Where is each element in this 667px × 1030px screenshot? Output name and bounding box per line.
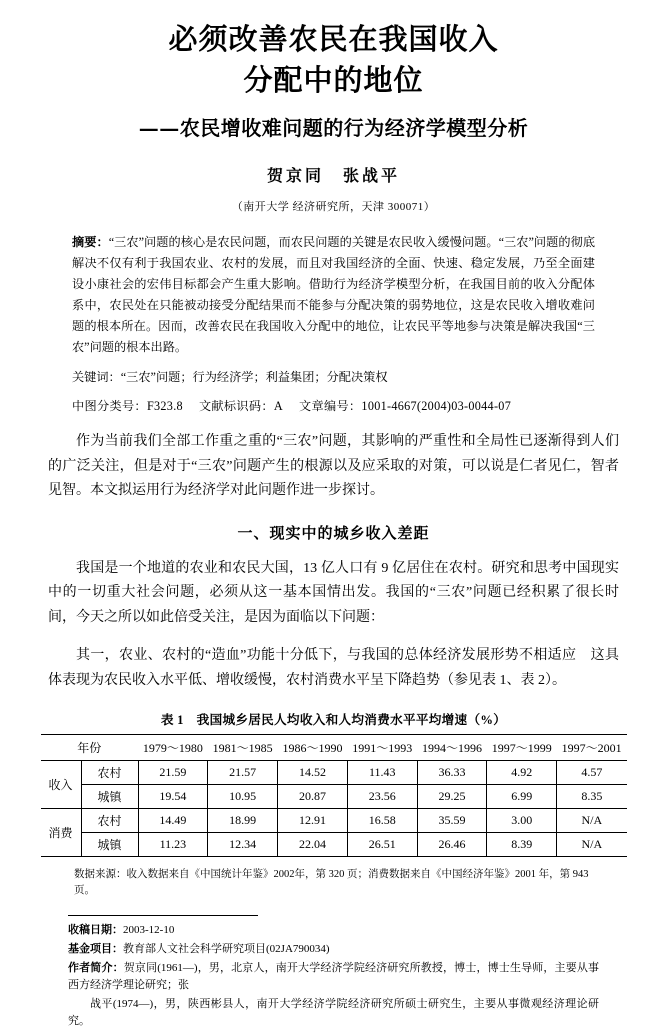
author-affiliation: （南开大学 经济研究所，天津 300071） — [231, 201, 436, 214]
table-row — [41, 809, 627, 833]
fund-value: 教育部人文社会科学研究项目(02JA790034) — [123, 942, 330, 955]
data-table — [41, 734, 627, 857]
row-sub-label: 农村 — [81, 761, 138, 785]
cell: 3.00 — [487, 809, 557, 833]
received-value: 2003-12-10 — [123, 923, 175, 936]
cell: 19.54 — [138, 785, 208, 809]
keywords-block — [72, 368, 595, 388]
article-id-label: 文章编号： — [298, 398, 362, 413]
cell: 6.99 — [487, 785, 557, 809]
cell: 10.95 — [208, 785, 278, 809]
fund-line — [68, 941, 599, 958]
cell: 26.46 — [417, 833, 487, 857]
cell: 18.99 — [208, 809, 278, 833]
cell: 4.57 — [557, 761, 627, 785]
table-header — [41, 735, 627, 761]
cell: N/A — [557, 809, 627, 833]
page-title — [34, 20, 633, 100]
cell: 36.33 — [417, 761, 487, 785]
table-body — [41, 761, 627, 857]
title-line-2: 分配中的地位 — [243, 63, 424, 98]
body-paragraph-2: 我国是一个地道的农业和农民大国，13 亿人口有 9 亿居住在农村。研究和思考中国现实中的一切重大社会问题，必须从这一基本国情出发。我国的“三农”问题已经积累了很长时间，今天之所以如此倍受关注，是因为面临以下问题： — [48, 560, 619, 625]
cell: 20.87 — [278, 785, 348, 809]
article-id-value: 1001-4667(2004)03-0044-07 — [361, 398, 512, 413]
cell: 21.59 — [138, 761, 208, 785]
footnote-divider — [68, 915, 258, 916]
bio-value: 贺京同(1961—)，男，北京人，南开大学经济学院经济研究所教授，博士，博士生导师，主要从事西方经济学理论研究；张 — [68, 961, 600, 991]
section-heading-1: 一、现实中的城乡收入差距 — [237, 525, 430, 542]
table-header-period-2: 1986～1990 — [278, 735, 348, 761]
cell: 11.23 — [138, 833, 208, 857]
table-row — [41, 785, 627, 809]
row-group-consumption: 消费 — [41, 809, 82, 857]
table-header-period-1: 1981～1985 — [208, 735, 278, 761]
cell: 8.35 — [557, 785, 627, 809]
cell: 11.43 — [347, 761, 417, 785]
body-paragraph-1: 作为当前我们全部工作重之重的“三农”问题，其影响的严重性和全局性已逐渐得到人们的广泛关注，但是对于“三农”问题产生的根源以及应采取的对策，可以说是仁者见仁，智者见智。本文拟运用行为经济学对此问题作进一步探讨。 — [48, 434, 619, 499]
doc-code-label: 文献标识码： — [198, 398, 274, 413]
abstract-label: 摘要： — [72, 235, 109, 250]
cell: 26.51 — [347, 833, 417, 857]
clc-value: F323.8 — [146, 398, 183, 413]
row-group-income: 收入 — [41, 761, 82, 809]
cell: 8.39 — [487, 833, 557, 857]
body-paragraph-3: 其一，农业、农村的“造血”功能十分低下，与我国的总体经济发展形势不相适应 这具体表现为农民收入水平低、增收缓慢，农村消费水平呈下降趋势（参见表 1、表 2）。 — [48, 648, 619, 688]
cell: 4.92 — [487, 761, 557, 785]
title-line-1: 必须改善农民在我国收入 — [168, 22, 499, 56]
author-bio-line — [68, 960, 599, 994]
table-header-year: 年份 — [41, 735, 139, 761]
footnote-block — [68, 922, 599, 1030]
fund-label: 基金项目： — [68, 942, 123, 955]
table-header-period-6: 1997～2001 — [557, 735, 627, 761]
table-header-period-4: 1994～1996 — [417, 735, 487, 761]
paper-subtitle: ——农民增收难问题的行为经济学模型分析 — [138, 116, 529, 141]
table-header-period-5: 1997～1999 — [487, 735, 557, 761]
received-label: 收稿日期： — [68, 923, 123, 936]
table-header-period-0: 1979～1980 — [138, 735, 208, 761]
classification-line — [72, 397, 595, 417]
clc-label: 中图分类号： — [72, 398, 147, 413]
table-source-note: 数据来源：收入数据来自《中国统计年鉴》2002年，第 320 页；消费数据来自《中国经济年鉴》2001 年，第 943 页。 — [74, 869, 589, 896]
received-date-line — [68, 922, 599, 939]
keywords-text: “三农”问题；行为经济学；利益集团；分配决策权 — [120, 370, 388, 385]
cell: 12.91 — [278, 809, 348, 833]
cell: 22.04 — [278, 833, 348, 857]
author-bio-line-2 — [68, 996, 599, 1030]
keywords-label: 关键词： — [72, 370, 121, 385]
cell: 35.59 — [417, 809, 487, 833]
table-header-period-3: 1991～1993 — [347, 735, 417, 761]
cell: 29.25 — [417, 785, 487, 809]
abstract-text: “三农”问题的核心是农民问题，而农民问题的关键是农民收入缓慢问题。“三农”问题的彻底解决不仅有利于我国农业、农村的发展，而且对我国经济的全面、快速、稳定发展，乃至全面建设小康社会的宏伟目标都会产生重大影响。借助行为经济学模型分析，在我国目前的收入分配体系中，农民处在只能被动接受分配结果而不能参与分配决策的弱势地位，这是农民收入增收难问题的根本所在。因而，改善农民在我国收入分配中的地位，让农民平等地参与决策是解决我国“三农”问题的根本出路。 — [72, 235, 596, 355]
bio-value-2: 战平(1974—)，男，陕西彬县人，南开大学经济学院经济研究所硕士研究生，主要从事微观经济理论研究。 — [68, 997, 599, 1027]
cell: 16.58 — [347, 809, 417, 833]
cell: 12.34 — [208, 833, 278, 857]
cell: N/A — [557, 833, 627, 857]
cell: 21.57 — [208, 761, 278, 785]
cell: 14.52 — [278, 761, 348, 785]
cell: 23.56 — [347, 785, 417, 809]
abstract-block — [72, 232, 595, 358]
doc-code-value: A — [273, 398, 283, 413]
bio-label: 作者简介： — [68, 961, 124, 974]
author-list: 贺京同 张战平 — [266, 166, 400, 186]
table-row — [41, 833, 627, 857]
row-sub-label: 城镇 — [81, 833, 138, 857]
cell: 14.49 — [138, 809, 208, 833]
table-caption: 表 1 我国城乡居民人均收入和人均消费水平平均增速（%） — [160, 713, 507, 728]
table-row — [41, 761, 627, 785]
table-header-row — [41, 735, 627, 761]
row-sub-label: 城镇 — [81, 785, 138, 809]
row-sub-label: 农村 — [81, 809, 138, 833]
